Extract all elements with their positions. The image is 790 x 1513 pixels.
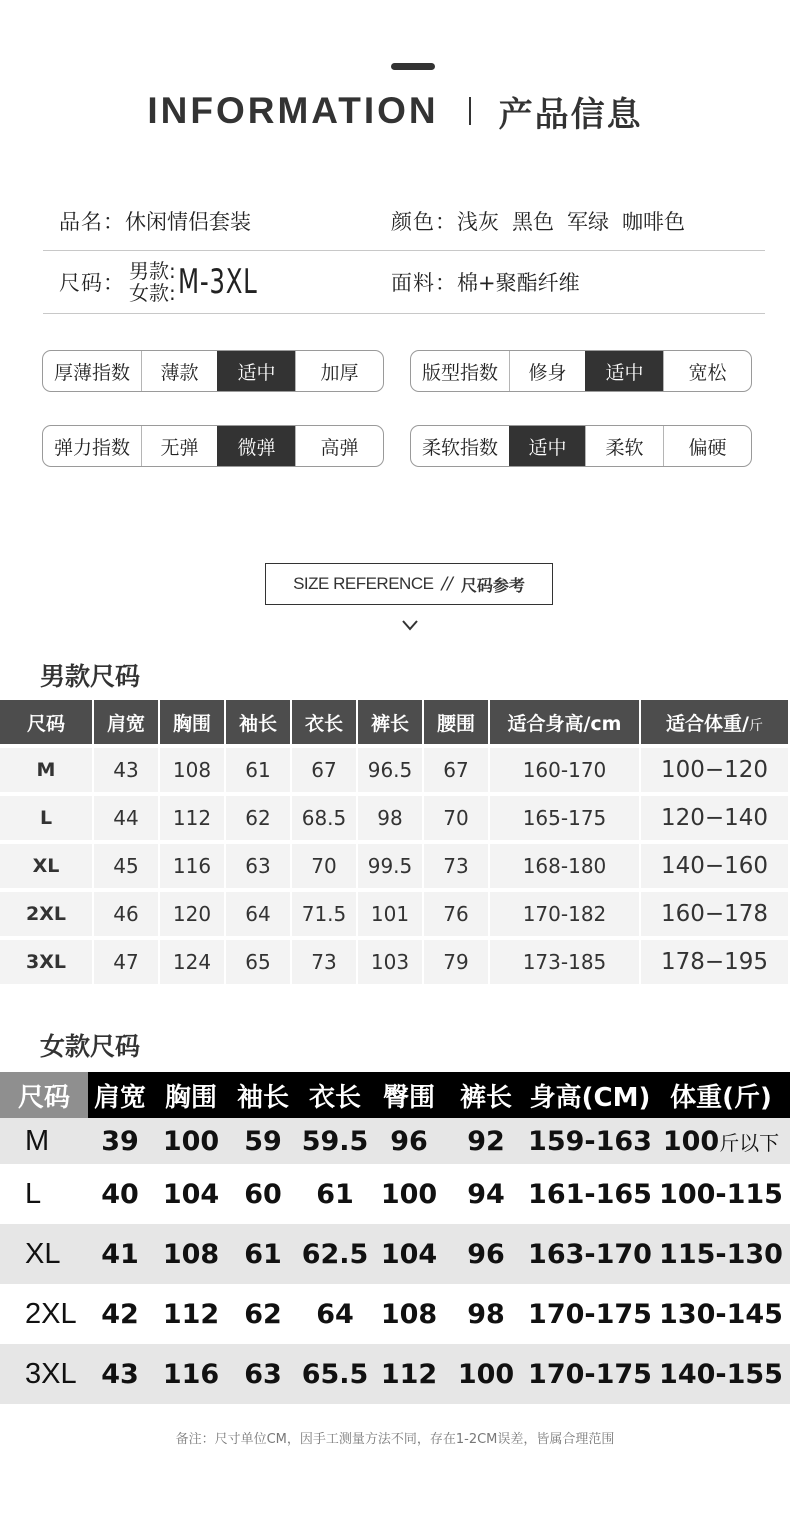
- column-header: 袖长: [226, 700, 292, 744]
- table-cell: 120: [160, 888, 226, 936]
- table-cell: 160-170: [490, 744, 641, 792]
- size-reference-box: [265, 563, 553, 605]
- color-option: 咖啡色: [622, 210, 685, 234]
- column-header: 袖长: [230, 1072, 296, 1118]
- table-row: [0, 744, 790, 792]
- size-reference-en: SIZE REFERENCE: [293, 574, 434, 593]
- table-row: [0, 792, 790, 840]
- table-cell: 59.5: [296, 1118, 374, 1164]
- table-cell: L: [0, 792, 94, 840]
- divider: [43, 313, 765, 314]
- table-cell: 112: [160, 792, 226, 840]
- table-cell: 79: [424, 936, 490, 984]
- page-header: [0, 86, 790, 136]
- column-header: 体重(斤): [652, 1072, 790, 1118]
- table-header-row: [0, 700, 790, 744]
- table-cell: 104: [374, 1224, 444, 1284]
- fabric-label: 面料：: [391, 271, 457, 295]
- weight-header-label: 适合体重/: [666, 712, 749, 735]
- table-cell: 64: [316, 1298, 354, 1330]
- table-cell: 42: [101, 1298, 139, 1330]
- table-cell: 43: [94, 744, 160, 792]
- table-cell: 165-175: [490, 792, 641, 840]
- table-cell: 100: [152, 1118, 230, 1164]
- table-cell: 67: [292, 744, 358, 792]
- table-row: [0, 1344, 790, 1404]
- column-header: 尺码: [0, 700, 94, 744]
- product-fabric: [391, 251, 580, 313]
- table-cell-weight: [652, 1118, 790, 1164]
- table-cell: 116: [160, 840, 226, 888]
- table-cell: 44: [94, 792, 160, 840]
- table-cell: 67: [424, 744, 490, 792]
- table-cell: 120−140: [641, 792, 790, 840]
- info-row-1: [43, 190, 765, 252]
- top-decor-bar: [391, 63, 435, 70]
- table-cell: 46: [94, 888, 160, 936]
- table-cell: 47: [94, 936, 160, 984]
- column-header: 裤长: [358, 700, 424, 744]
- table-cell: 108: [160, 744, 226, 792]
- table-cell: 70: [292, 840, 358, 888]
- table-cell: 108: [152, 1224, 230, 1284]
- index-option: 薄款: [141, 351, 217, 391]
- index-label: 厚薄指数: [53, 361, 130, 384]
- table-cell: 112: [162, 1298, 220, 1330]
- weight-unit: 斤: [748, 717, 763, 734]
- table-cell: L: [25, 1177, 42, 1210]
- table-row: [0, 840, 790, 888]
- table-cell: 178−195: [641, 936, 790, 984]
- table-cell: 96: [444, 1224, 528, 1284]
- table-cell: 64: [226, 888, 292, 936]
- weight-value: 100: [662, 1125, 720, 1157]
- men-size-title: 男款尺码: [40, 662, 141, 691]
- table-cell: 98: [467, 1298, 505, 1330]
- index-thickness: [42, 350, 384, 392]
- index-option: 偏硬: [663, 426, 751, 466]
- table-cell: 168-180: [490, 840, 641, 888]
- table-cell: 92: [444, 1118, 528, 1164]
- table-cell: 100−120: [641, 744, 790, 792]
- column-header: 臀围: [374, 1072, 444, 1118]
- table-row: [0, 888, 790, 936]
- column-header: 衣长: [296, 1072, 374, 1118]
- table-row: [0, 1164, 790, 1224]
- size-reference-sep: //: [441, 574, 453, 594]
- size-gender-stack: [129, 260, 176, 304]
- men-size-table: [0, 700, 790, 984]
- column-header: 肩宽: [94, 700, 160, 744]
- women-size-table: [0, 1072, 790, 1404]
- table-cell: 73: [292, 936, 358, 984]
- table-cell: 41: [88, 1224, 152, 1284]
- size-men-label: 男款:: [129, 259, 176, 283]
- index-option: 柔软: [585, 426, 663, 466]
- color-option: 黑色: [512, 210, 554, 234]
- table-cell: 140-155: [652, 1344, 790, 1404]
- product-name-value: 休闲情侣套装: [125, 210, 251, 234]
- table-cell: 60: [244, 1178, 282, 1210]
- table-cell: 101: [358, 888, 424, 936]
- measurement-note: 备注：尺寸单位CM，因手工测量方法不同，存在1-2CM误差，皆属合理范围: [175, 1432, 615, 1447]
- size-range: M-3XL: [177, 262, 258, 302]
- fabric-value: 棉+聚酯纤维: [457, 271, 580, 295]
- table-cell: 96: [374, 1118, 444, 1164]
- table-cell: 116: [152, 1344, 230, 1404]
- column-header: 胸围: [160, 700, 226, 744]
- table-cell: 163-170: [528, 1224, 652, 1284]
- women-size-title: 女款尺码: [40, 1032, 141, 1061]
- column-header: 腰围: [424, 700, 490, 744]
- product-size: [59, 251, 288, 313]
- table-cell: 62: [226, 792, 292, 840]
- column-header: 尺码: [0, 1072, 88, 1118]
- table-cell: 45: [94, 840, 160, 888]
- color-option: 浅灰: [457, 210, 499, 234]
- index-option-selected: 适中: [509, 426, 585, 466]
- table-cell: 61: [226, 744, 292, 792]
- size-women-label: 女款:: [129, 281, 176, 305]
- table-cell: 61: [316, 1178, 354, 1210]
- table-header-row: [0, 1072, 790, 1118]
- index-option: 加厚: [295, 351, 383, 391]
- table-cell: 73: [424, 840, 490, 888]
- index-option-selected: 微弹: [217, 426, 295, 466]
- table-cell: 100-115: [659, 1178, 783, 1210]
- table-cell: 43: [88, 1344, 152, 1404]
- size-reference-cn: 尺码参考: [460, 575, 525, 595]
- table-row: [0, 1284, 790, 1344]
- table-cell: 63: [226, 840, 292, 888]
- table-cell: 115-130: [652, 1224, 790, 1284]
- table-row: [0, 1118, 790, 1164]
- column-header: 身高(CM): [528, 1072, 652, 1118]
- index-label: 柔软指数: [421, 436, 498, 459]
- table-cell: 173-185: [490, 936, 641, 984]
- table-cell: 124: [160, 936, 226, 984]
- table-cell: 99.5: [358, 840, 424, 888]
- index-option: 无弹: [141, 426, 217, 466]
- table-cell: 62: [244, 1298, 282, 1330]
- table-cell: 170-175: [528, 1298, 652, 1330]
- table-cell: XL: [0, 1224, 88, 1284]
- table-cell: 59: [230, 1118, 296, 1164]
- table-cell: 103: [358, 936, 424, 984]
- size-label: 尺码：: [59, 271, 125, 295]
- table-cell: 108: [380, 1298, 438, 1330]
- table-cell: 40: [101, 1178, 139, 1210]
- table-cell: 76: [424, 888, 490, 936]
- table-cell: 3XL: [0, 1344, 88, 1404]
- index-fit: [410, 350, 752, 392]
- product-colors: [391, 190, 698, 252]
- chevron-down-icon: [400, 618, 420, 632]
- weight-suffix: 斤以下: [719, 1130, 780, 1155]
- header-title-cn: 产品信息: [498, 94, 643, 135]
- header-divider: [469, 97, 471, 125]
- color-option: 军绿: [567, 210, 609, 234]
- index-option-selected: 适中: [585, 351, 663, 391]
- index-option: 宽松: [663, 351, 751, 391]
- index-label: 版型指数: [421, 361, 498, 384]
- table-cell: 70: [424, 792, 490, 840]
- table-cell: 96.5: [358, 744, 424, 792]
- index-option-selected: 适中: [217, 351, 295, 391]
- index-option: 修身: [509, 351, 585, 391]
- index-label: 弹力指数: [53, 436, 130, 459]
- table-cell: 2XL: [25, 1297, 77, 1330]
- product-name-label: 品名：: [59, 210, 125, 234]
- info-row-2: [43, 251, 765, 313]
- table-cell: 160−178: [641, 888, 790, 936]
- table-cell: 39: [88, 1118, 152, 1164]
- column-header: 肩宽: [88, 1072, 152, 1118]
- table-cell: 130-145: [659, 1298, 783, 1330]
- table-cell: 2XL: [0, 888, 94, 936]
- table-cell: 100: [380, 1178, 438, 1210]
- column-header-weight: [641, 700, 790, 744]
- table-cell: 3XL: [0, 936, 94, 984]
- column-header: 适合身高/cm: [490, 700, 641, 744]
- index-softness: [410, 425, 752, 467]
- table-cell: 98: [358, 792, 424, 840]
- table-cell: 68.5: [292, 792, 358, 840]
- table-row: [0, 936, 790, 984]
- table-cell: 112: [374, 1344, 444, 1404]
- table-cell: 140−160: [641, 840, 790, 888]
- table-cell: M: [0, 744, 94, 792]
- column-header: 衣长: [292, 700, 358, 744]
- table-cell: XL: [0, 840, 94, 888]
- table-cell: 170-175: [528, 1344, 652, 1404]
- column-header: 胸围: [152, 1072, 230, 1118]
- header-title-en: INFORMATION: [147, 90, 439, 131]
- table-cell: 170-182: [490, 888, 641, 936]
- product-name: [59, 190, 251, 252]
- table-cell: 65: [226, 936, 292, 984]
- table-cell: 159-163: [528, 1118, 652, 1164]
- table-cell: 62.5: [296, 1224, 374, 1284]
- table-cell: 104: [162, 1178, 220, 1210]
- column-header: 裤长: [444, 1072, 528, 1118]
- table-cell: 161-165: [528, 1178, 652, 1210]
- table-cell: 71.5: [292, 888, 358, 936]
- table-cell: 65.5: [296, 1344, 374, 1404]
- table-row: [0, 1224, 790, 1284]
- index-elasticity: [42, 425, 384, 467]
- table-cell: 61: [230, 1224, 296, 1284]
- index-option: 高弹: [295, 426, 383, 466]
- table-cell: M: [0, 1118, 88, 1164]
- color-label: 颜色：: [391, 210, 457, 234]
- table-cell: 94: [467, 1178, 505, 1210]
- table-cell: 100: [444, 1344, 528, 1404]
- table-cell: 63: [230, 1344, 296, 1404]
